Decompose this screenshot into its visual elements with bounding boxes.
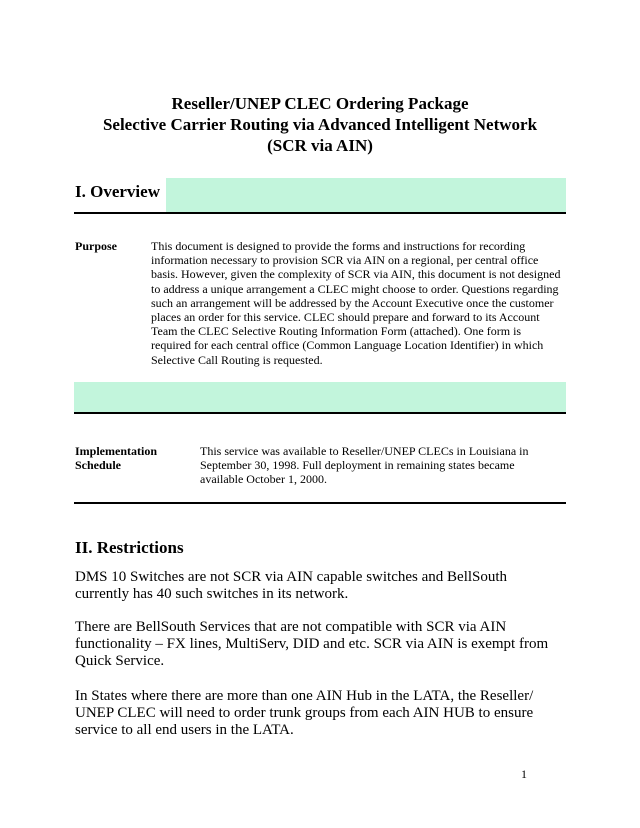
purpose-rule <box>74 412 566 414</box>
document-title-line-2: Selective Carrier Routing via Advanced Intelligent Network <box>102 115 538 134</box>
overview-heading-rule <box>74 212 566 214</box>
restrictions-paragraph-3: In States where there are more than one AIN Hub in the LATA, the Reseller/ UNEP CLEC will need to order trunk groups from each AIN HUB to ensure service to all end users in the LATA. <box>75 688 534 738</box>
purpose-text: This document is designed to provide the forms and instructions for recording information necessary to provision SCR via AIN on a regional, per central office basis. However, given the complexity of SCR via AIN, this document is not designed to address a unique arrangement a CLEC might choose to order. Questions regarding such an arrangement will be addressed by the Account Executive once the customer places an order for this service. CLEC should prepare and forward to its Account Team the CLEC Selective Routing Information Form (attached). One form is required for each central office (Common Language Location Identifier) in which Selective Call Routing is requested. <box>151 239 561 367</box>
implementation-label: Implementation <box>75 444 157 458</box>
implementation-rule <box>74 502 566 504</box>
restrictions-heading: II. Restrictions <box>75 538 184 557</box>
restrictions-paragraph-1: DMS 10 Switches are not SCR via AIN capable switches and BellSouth currently has 40 such switches in its network. <box>75 569 508 602</box>
overview-heading: I. Overview <box>75 182 160 201</box>
purpose-highlight-band <box>74 382 566 413</box>
purpose-label: Purpose <box>75 239 117 253</box>
overview-heading-highlight <box>166 178 566 212</box>
restrictions-paragraph-2: There are BellSouth Services that are not compatible with SCR via AIN functionality – FX lines, MultiServ, DID and etc. SCR via AIN is exempt from Quick Service. <box>75 619 549 669</box>
implementation-text: This service was available to Reseller/UNEP CLECs in Louisiana in September 30, 1998. Full deployment in remaining states became available October 1, 2000. <box>200 444 529 487</box>
schedule-label: Schedule <box>75 458 122 472</box>
document-title-line-3: (SCR via AIN) <box>267 136 373 155</box>
document-title-line-1: Reseller/UNEP CLEC Ordering Package <box>171 94 469 113</box>
page-number: 1 <box>521 767 527 781</box>
